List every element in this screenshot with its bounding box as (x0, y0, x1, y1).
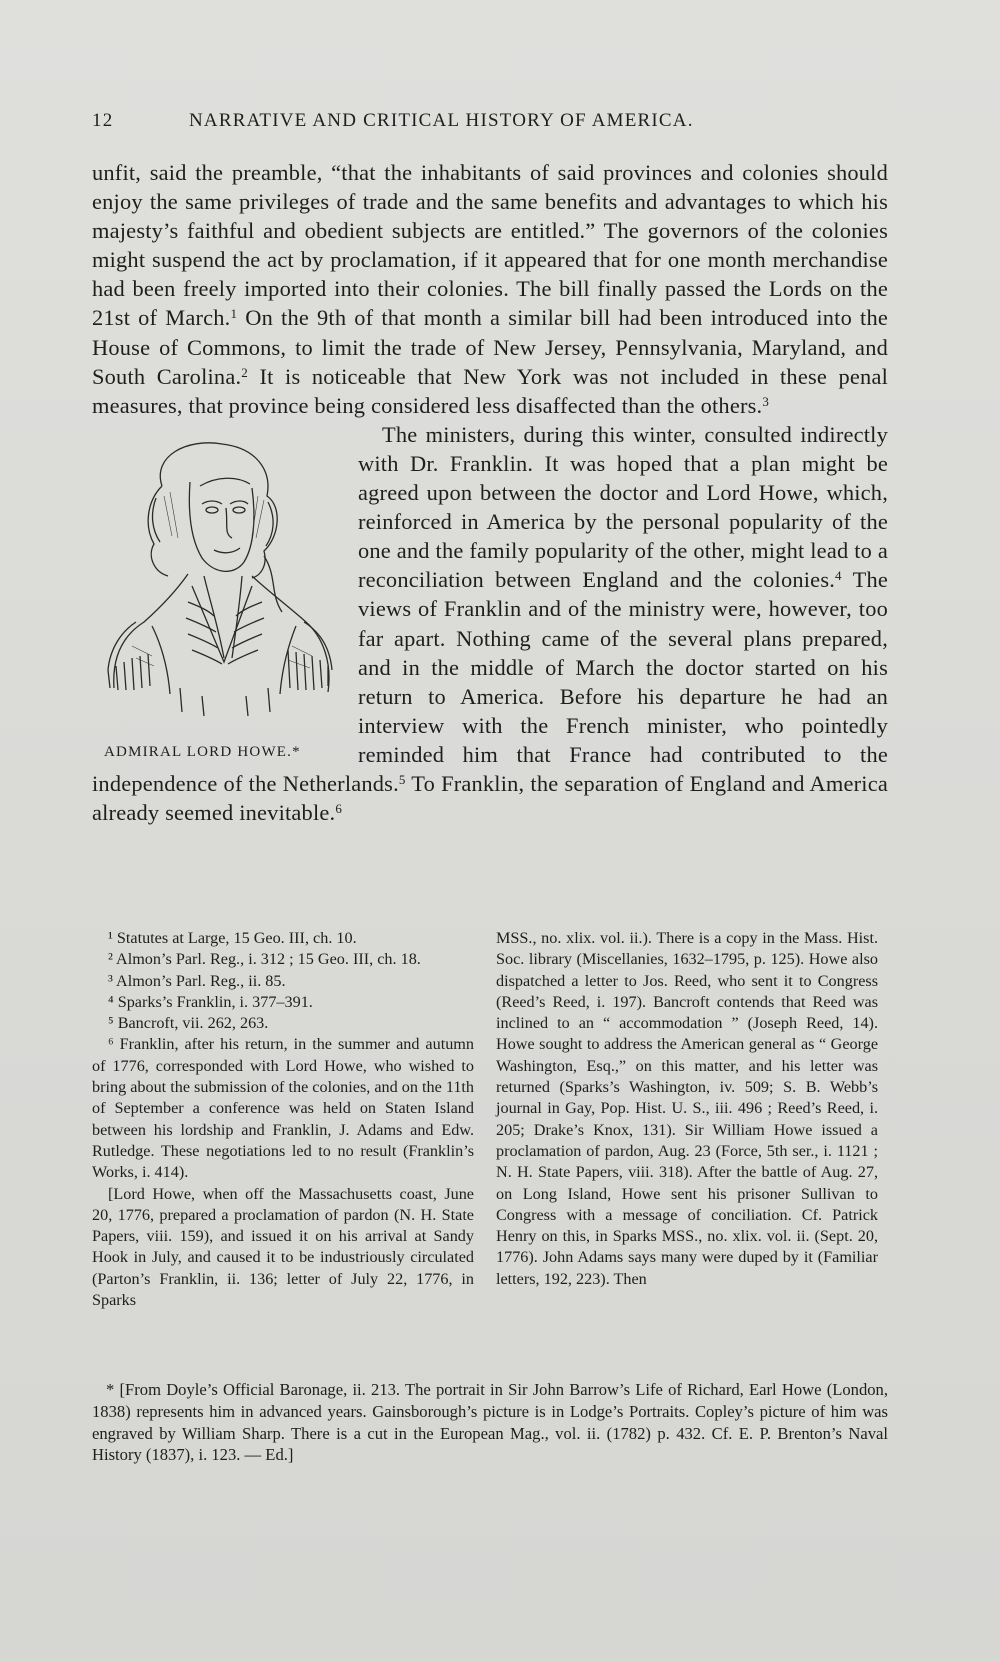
page-number: 12 (92, 110, 114, 131)
body-text (92, 158, 888, 827)
footnote-6: ⁶ Franklin, after his return, in the summer and autumn of 1776, corresponded with Lord Howe, who wished to bring about the submission of the colonies, and on the 11th of September a conference was held on Staten Island between his lordship and Franklin, J. Adams and Edw. Rutledge. These negotiations led to no result (Franklin’s Works, i. 414). (92, 1035, 475, 1182)
admiral-howe-portrait-image (92, 426, 344, 736)
footnote-1: ¹ Statutes at Large, 15 Geo. III, ch. 10. (108, 929, 357, 947)
footnote-ref-1: 1 (230, 306, 238, 322)
portrait-source-note-text: * [From Doyle’s Official Baronage, ii. 213. The portrait in Sir John Barrow’s Life of Richard, Earl Howe (London, 1838) represents him in advanced years. Gainsborough’s picture is in Lodge’s Portraits. Copley’s picture of him was engraved by William Sharp. There is a cut in the European Mag., vol. ii. (1782) p. 432. Cf. E. P. Brenton’s Naval History (1837), i. 123. — Ed.] (92, 1380, 888, 1465)
paragraph-1-part-c: It is noticeable that New York was not included in these penal measures, that province being considered less disaffected than the others. (92, 363, 888, 418)
paragraph-1-part-b: On the 9th of that month a similar bill had been introduced into the House of Commons, to limit the trade of New Jersey, Pennsylvania, Maryland, and South Carolina. (92, 305, 888, 389)
footnote-ref-4: 4 (835, 568, 842, 584)
footnote-ref-5: 5 (398, 771, 406, 787)
footnote-6-right-column: MSS., no. xlix. vol. ii.). There is a copy in the Mass. Hist. Soc. library (Miscellanies, 1632–1795, p. 125). Howe also dispatched a letter to Jos. Reed, who sent it to Congress (Reed’s Reed, i. 197). Bancroft contends that Reed was inclined to an “ accommodation ” (Joseph Reed, 14). Howe sought to address the American general as “ George Washington, Esq.,” on this matter, and his letter was returned (Sparks’s Washington, iv. 509; S. B. Webb’s journal in Gay, Pop. Hist. U. S., iii. 496 ; Reed’s Reed, i. 205; Drake’s Knox, 131). Sir William Howe issued a proclamation of pardon, Aug. 23 (Force, 5th ser., i. 1121 ; N. H. State Papers, viii. 318). After the battle of Aug. 27, on Long Island, Howe sent his prisoner Sullivan to Congress with a message of conciliation. Cf. Patrick Henry on this, in Sparks MSS., no. xlix. vol. ii. (Sept. 20, 1776). John Adams says many were duped by it (Familiar letters, 192, 223). Then (496, 929, 878, 1288)
footnote-5: ⁵ Bancroft, vii. 262, 263. (108, 1014, 269, 1033)
portrait-source-note (92, 1379, 888, 1466)
portrait-engraving (92, 426, 344, 760)
footnotes-right-column (496, 928, 878, 1290)
paragraph-1-part-a: unfit, said the preamble, “that the inhabitants of said provinces and colonies should enjoy the same privileges of trade and the same benefits and advantages to which his majesty’s faithful and obedient subjects are entitled.” The governors of the colonies might suspend the act by proclamation, if it appeared that for one month merchandise had been freely imported into their colonies. The bill finally passed the Lords on the 21st of March. (92, 160, 888, 331)
footnote-3: ³ Almon’s Parl. Reg., ii. 85. (108, 971, 286, 990)
short-footnotes (92, 928, 474, 1311)
footnote-6-continued: [Lord Howe, when off the Massachusetts coast, June 20, 1776, prepared a proclamation of pardon (N. H. State Papers, viii. 159), and issued it on his arrival at Sandy Hook in July, and caused it to be industriously circulated (Parton’s Franklin, ii. 136; letter of July 22, 1776, in Sparks (92, 1184, 474, 1310)
paragraph-2-part-a: The ministers, during this winter, consulted indirectly with Dr. Franklin. It was hoped that a plan might be agreed upon between the doctor and Lord Howe, which, reinforced in America by the personal popularity of the one and the family popularity of the other, might lead to a reconciliation between England and the colonies. (358, 421, 888, 593)
portrait-caption: ADMIRAL LORD HOWE.* (104, 743, 301, 760)
footnote-2: ² Almon’s Parl. Reg., i. 312 ; 15 Geo. III, ch. 18. (108, 950, 421, 969)
paragraph-2-part-b: The views of Franklin and of the ministry were, however, too far apart. Nothing came of the several plans prepared, and in the middle of March the doctor started on his return to America. Before his departure he had an interview with the French minister, who pointedly reminded him that France had contributed to the independence of the Netherlands. (92, 567, 889, 796)
paragraph-1 (92, 158, 888, 420)
paragraph-2-part-c: To Franklin, the separation of England and America already seemed inevitable. (92, 770, 888, 826)
footnote-ref-6: 6 (335, 801, 343, 817)
footnotes-left-column (92, 928, 474, 1311)
footnote-ref-2: 2 (241, 364, 248, 380)
footnote-ref-3: 3 (762, 393, 770, 409)
footnote-4: ⁴ Sparks’s Franklin, i. 377–391. (108, 992, 313, 1011)
running-title: NARRATIVE AND CRITICAL HISTORY OF AMERICA. (189, 110, 694, 131)
